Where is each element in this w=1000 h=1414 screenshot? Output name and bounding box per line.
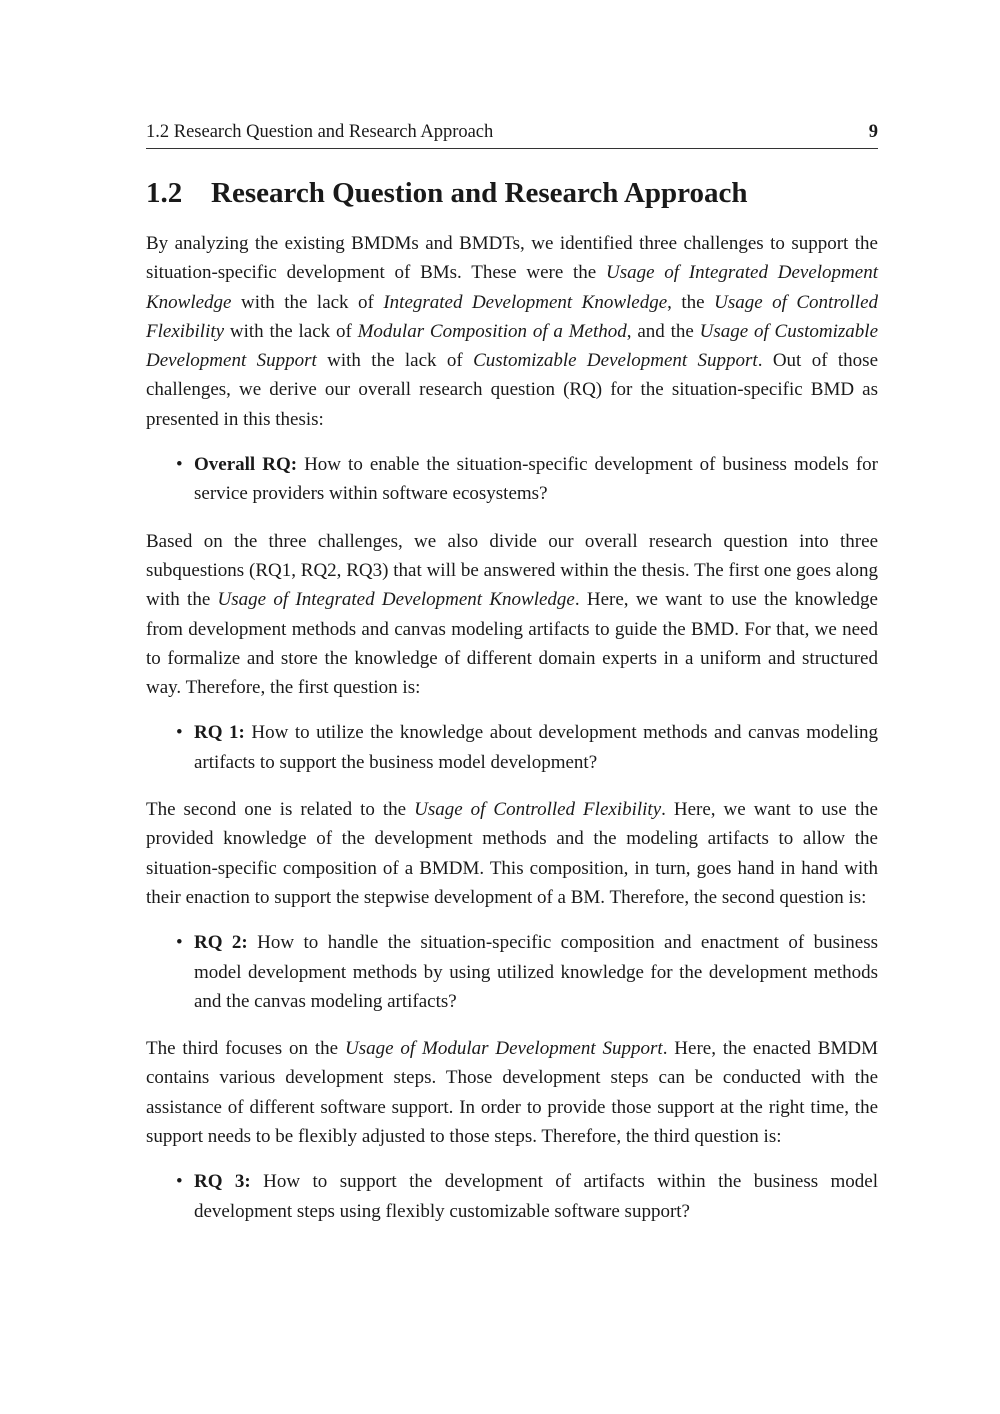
rq-overall-item xyxy=(176,450,879,509)
section-number: 1.2 xyxy=(146,177,183,209)
emphasis-run: Integrated Development Knowledge xyxy=(383,291,668,313)
emphasis-run: Usage of Controlled Flexibility xyxy=(414,799,662,821)
text-run: The second one is related to the xyxy=(146,799,415,821)
emphasis-run: Usage of Controlled Flexibility xyxy=(146,291,879,342)
section-title: Research Question and Research Approach xyxy=(211,177,748,209)
emphasis-run: Modular Composition of a Method xyxy=(357,320,627,342)
rq2-list xyxy=(146,928,878,1016)
rq3-item xyxy=(176,1167,879,1226)
rq-text: How to enable the situation-specific development of business models for service providers within software ecosystems? xyxy=(194,454,879,505)
bullet-icon: • xyxy=(176,454,183,476)
text-run: , the xyxy=(667,291,715,313)
text-run: with the lack of xyxy=(224,320,358,342)
rq-text: How to utilize the knowledge about development methods and canvas modeling artifacts to support the business model development? xyxy=(194,722,878,773)
rq-label: RQ 1: xyxy=(194,722,245,744)
page-number: 9 xyxy=(868,122,878,142)
rq1-item xyxy=(176,718,878,777)
rq-label: Overall RQ: xyxy=(194,454,298,476)
running-header xyxy=(146,118,878,149)
text-run: with the lack of xyxy=(231,291,384,313)
paragraph-second xyxy=(146,795,878,912)
paragraph-subquestions xyxy=(146,527,878,703)
rq-text: How to support the development of artifacts within the business model development steps using flexibly customizable software support? xyxy=(194,1171,879,1222)
text-run: The third focuses on the xyxy=(146,1038,345,1060)
emphasis-run: Usage of Integrated Development Knowledge xyxy=(217,589,575,611)
rq-overall-list xyxy=(146,450,878,509)
emphasis-run: Usage of Customizable Development Support xyxy=(146,320,879,372)
text-run: By analyzing the existing BMDMs and BMDTs, we identified three challenges to support the situation-specific development of BMs. These were the xyxy=(146,233,878,284)
bullet-icon: • xyxy=(176,1171,183,1193)
rq3-list xyxy=(146,1167,878,1226)
text-run: . Out of those challenges, we derive our overall research question (RQ) for the situation-specific BMD as presented in this thesis: xyxy=(146,350,879,430)
bullet-icon: • xyxy=(176,722,183,744)
emphasis-run: Customizable Development Support xyxy=(473,350,758,372)
rq1-list xyxy=(146,718,878,777)
section-heading xyxy=(146,175,878,211)
rq-text: How to handle the situation-specific composition and enactment of business model development methods by using utilized knowledge for the development methods and the canvas modeling artifacts? xyxy=(194,932,879,1012)
emphasis-run: Usage of Modular Development Support xyxy=(344,1038,663,1060)
text-run: . Here, the enacted BMDM contains various development steps. Those development steps can be conducted with the assistance of different software support. In order to provide those support at the right time, the support needs to be flexibly adjusted to those steps. Therefore, the third question is: xyxy=(146,1038,878,1148)
text-run: . Here, we want to use the knowledge from development methods and canvas modeling artifacts to guide the BMD. For that, we need to formalize and store the knowledge of different domain experts in a uniform and structured way. Therefore, the first question is: xyxy=(146,589,878,699)
text-run: with the lack of xyxy=(316,350,474,372)
text-run: Based on the three challenges, we also divide our overall research question into three subquestions (RQ1, RQ2, RQ3) that will be answered within the thesis. The first one goes along with the xyxy=(146,530,878,611)
paragraph-challenges xyxy=(146,229,878,434)
emphasis-run: Usage of Integrated Development Knowledge xyxy=(146,262,878,313)
text-run: . Here, we want to use the provided knowledge of the development methods and the modeling artifacts to allow the situation-specific composition of a BMDM. This composition, in turn, goes hand in hand with their enaction to support the stepwise development of a BM. Therefore, the second question is: xyxy=(146,799,878,908)
running-title: 1.2 Research Question and Research Approach xyxy=(146,122,494,142)
rq-label: RQ 3: xyxy=(194,1171,251,1193)
bullet-icon: • xyxy=(176,932,183,954)
document-page xyxy=(146,118,878,1226)
rq2-item xyxy=(176,928,879,1016)
rq-label: RQ 2: xyxy=(194,932,248,954)
paragraph-third xyxy=(146,1034,878,1151)
text-run: , and the xyxy=(626,320,700,342)
